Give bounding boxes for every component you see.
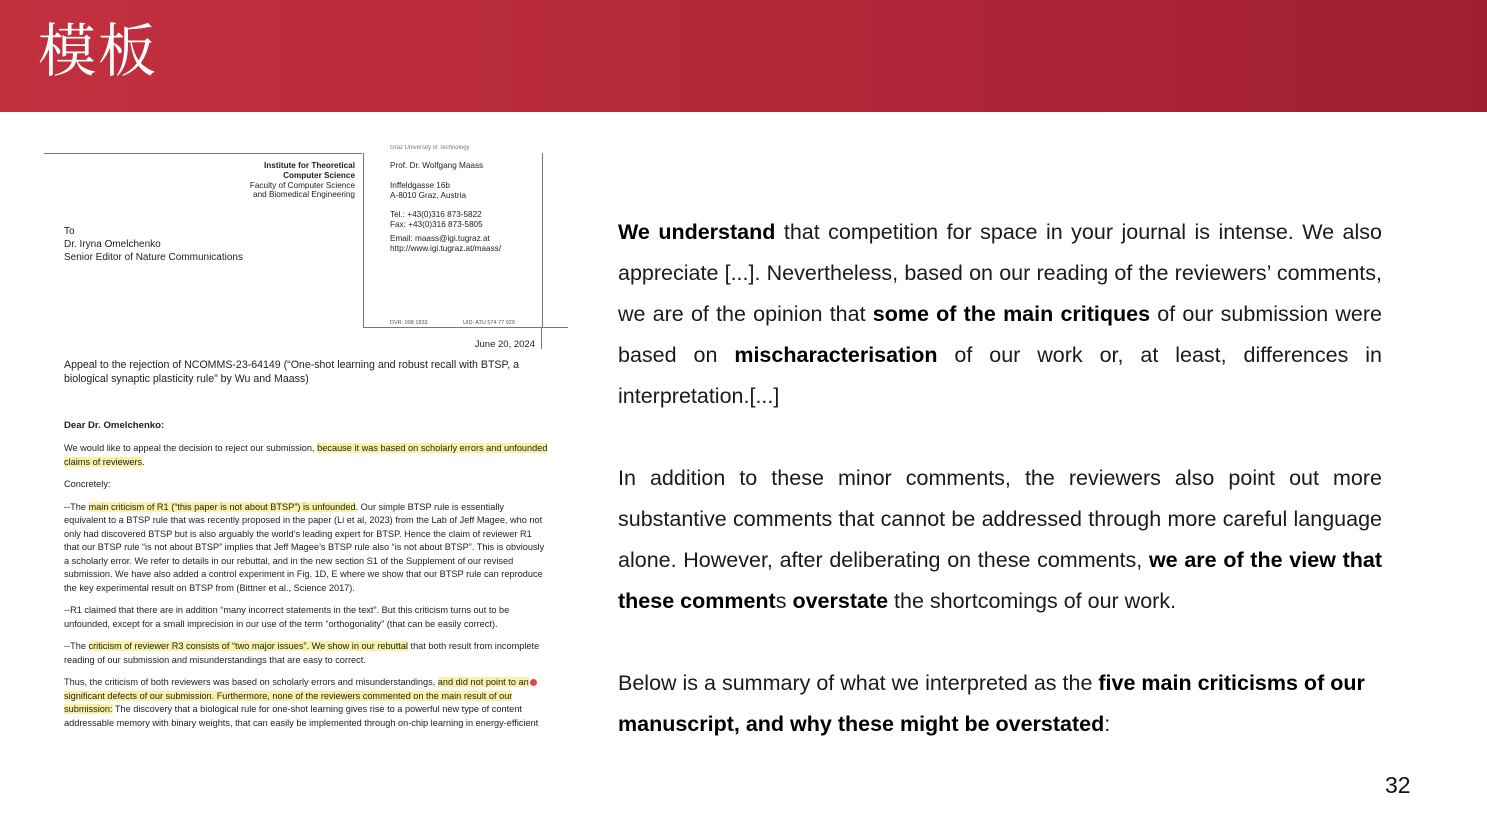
letter-text: The discovery that a biological rule for one-shot learning gives rise to a powerful new type of content addressable memory with binary weights, that can easily be implemented through on-chip learning in energy-efficient [64, 704, 539, 728]
explanation-paragraph-3 [618, 663, 1382, 745]
bold-text: overstate [792, 589, 889, 613]
letter-paragraph [64, 640, 548, 667]
highlighted-text: and did not point to an [437, 677, 529, 687]
university-name: Graz University of Technology [390, 145, 470, 151]
institute-name-line: Institute for Theoretical [264, 161, 355, 170]
explanation-paragraph-1 [618, 212, 1382, 417]
explanation-paragraph-2 [618, 458, 1382, 622]
sender-name: Prof. Dr. Wolfgang Maass [390, 161, 484, 170]
bold-text: We understand [618, 220, 776, 244]
body-text: the shortcomings of our work. [888, 589, 1177, 613]
sender-address: A-8010 Graz, Austria [390, 190, 466, 200]
body-text: In addition to these minor comments, the reviewers also point out more substantive comments that cannot be addressed through more careful language alone. However, after deliberating on these comments, [618, 466, 1382, 572]
appeal-letter-image [40, 145, 580, 805]
explanation-text [618, 212, 1382, 745]
letter-paragraph [64, 442, 548, 469]
sender-box-rule-vertical [541, 327, 542, 349]
letter-text: --The [64, 501, 89, 512]
recipient-block [64, 225, 243, 264]
highlighted-text: criticism of reviewer R3 consists of “two major issues”. We show in our rebuttal [88, 641, 408, 651]
letter-text: Thus, the criticism of both reviewers was based on scholarly errors and misunderstandings, [64, 677, 438, 687]
bold-text: mischaracterisation [734, 343, 938, 367]
letter-body [64, 442, 548, 739]
letter-date: June 20, 2024 [474, 339, 535, 350]
letter-text: --The [64, 641, 89, 651]
sender-box-rule [520, 327, 568, 328]
recipient-to: To [64, 226, 75, 237]
letter-paragraph [64, 501, 548, 596]
letter-paragraph [64, 676, 548, 730]
slide-header [0, 0, 1487, 112]
body-text: that competition for space in your journal is intense. We also appreciate [...]. Nevertheless, based on our reading of the reviewers’ comments, we are of the opinion that [618, 220, 1382, 326]
letter-paragraph: --R1 claimed that there are in addition “many incorrect statements in the text”. But this criticism turns out to be unfounded, except for a small imprecision in our use of the term “orthogonality” (that can be easily correct). [64, 605, 510, 629]
letter-text: We would like to appeal the decision to reject our submission, [64, 443, 318, 453]
sender-uid: UID: ATU 574 77 929 [463, 320, 515, 326]
faculty-line: Faculty of Computer Science [249, 180, 355, 190]
sender-address: Inffeldgasse 16b [390, 180, 450, 190]
slide-title: 模板 [38, 17, 159, 85]
institute-name-line: Computer Science [283, 170, 355, 180]
laser-pointer-dot [530, 679, 537, 686]
sender-tel: Tel.: +43(0)316 873-5822 [390, 210, 482, 220]
bold-text: some of the main critiques [872, 302, 1151, 326]
page-number: 32 [1385, 772, 1411, 798]
letter-paragraph: Concretely: [64, 479, 111, 489]
recipient-role: Senior Editor of Nature Communications [64, 252, 243, 263]
body-text: of our work or, at least, differences in interpretation.[...] [618, 343, 1382, 408]
sender-fax: Fax: +43(0)316 873-5805 [390, 220, 483, 230]
faculty-line: and Biomedical Engineering [253, 190, 355, 200]
letter-text: . [142, 456, 145, 467]
institute-block [160, 161, 355, 200]
letter-text: . Our simple BTSP rule is essentially equivalent to a BTSP rule that was recently proposed in the paper (Li et al, 2023) from the Lab of Jeff Magee, who not only had discovered BTSP but is also arguably the world’s leading expert for BTSP. Hence the claim of reviewer R1 that our BTSP rule “is not about BTSP” implies that Jeff Magee’s BTSP rule also “is not about BTSP”. This is obviously a scholarly error. We refer to details in our rebuttal, and in the new section S1 of the Supplement of our revised submission. We have also added a control experiment in Fig. 1D, E where we show that our BTSP rule can reproduce the key experimental result on BTSP from (Bittner et al., Science 2017). [64, 501, 545, 593]
sender-details [390, 161, 501, 254]
body-text: of our submission were based on [618, 302, 1382, 367]
sender-web: http://www.igi.tugraz.at/maass/ [390, 243, 502, 253]
highlighted-text: main criticism of R1 (“this paper is not about BTSP”) is unfounded [88, 501, 356, 512]
bold-text: five main criticisms of our manuscript, and why these might be overstated [618, 671, 1365, 736]
highlighted-text: significant defects of our submission. Furthermore, none of the reviewers commented on the main result of our submission: [64, 690, 513, 714]
highlighted-text: because it was based on scholarly errors and unfounded claims of reviewers [64, 443, 548, 467]
letter-fade [40, 795, 580, 805]
sender-dvr: DVR: 008 1833 [390, 320, 428, 326]
bold-text: we are of the view that these comment [618, 548, 1382, 613]
letterhead-rule [44, 153, 362, 154]
letter-salutation: Dear Dr. Omelchenko: [64, 420, 165, 431]
letter-text: that both result from incomplete reading of our submission and misunderstandings that are easy to correct. [64, 641, 540, 665]
body-text: : [1104, 712, 1111, 736]
recipient-name: Dr. Iryna Omelchenko [64, 239, 161, 250]
sender-email: Email: maass@igi.tugraz.at [390, 233, 490, 243]
body-text: Below is a summary of what we interpreted as the [618, 671, 1099, 695]
body-text: s [775, 589, 793, 613]
letter-subject: Appeal to the rejection of NCOMMS-23-64149 (“One-shot learning and robust recall with BTSP, a biological synaptic plasticity rule” by Wu and Maass) [64, 359, 519, 385]
